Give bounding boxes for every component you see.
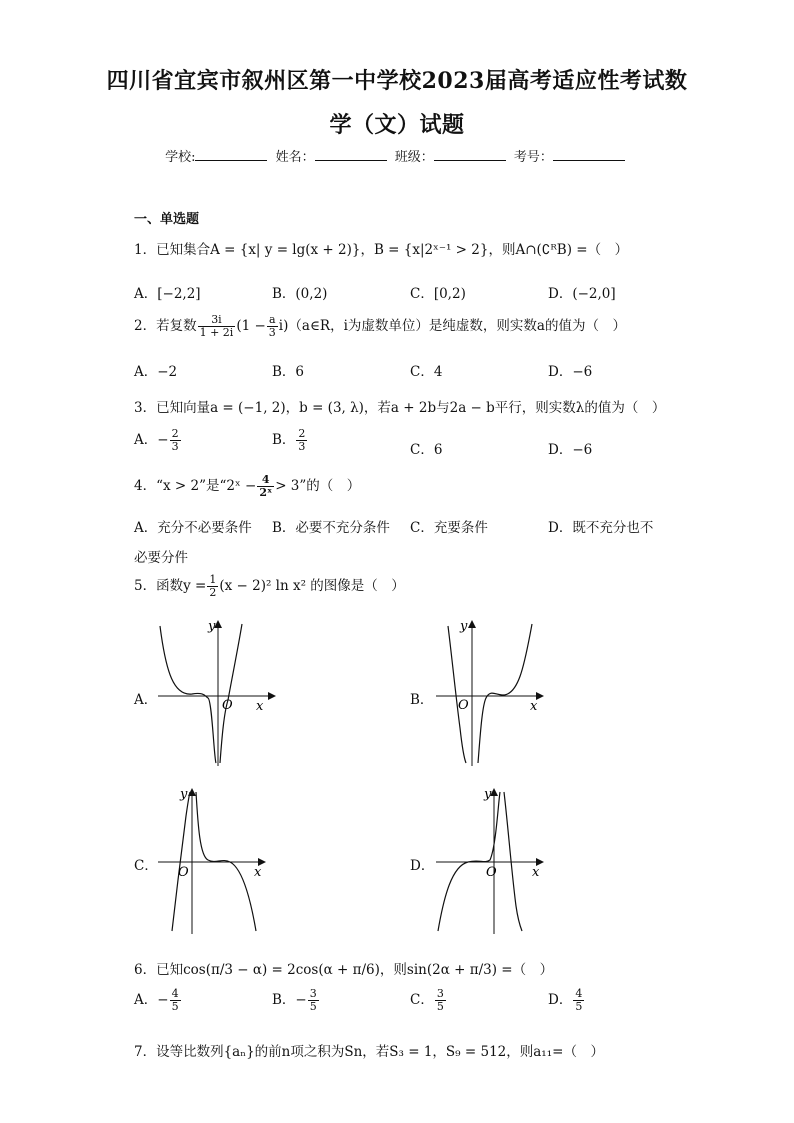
- q3-option-d[interactable]: D．−6: [548, 442, 593, 458]
- q5-frac-num: 1: [209, 573, 217, 586]
- q5-option-c-label[interactable]: C．: [134, 858, 158, 874]
- q4-suffix: > 3”的（ ）: [275, 478, 361, 494]
- q5-graph-a[interactable]: [150, 618, 280, 768]
- q6-opt-a-num: 4: [171, 987, 179, 1000]
- graph-c-x-label: x: [254, 865, 262, 880]
- q3-opt-a-den: 3: [171, 440, 179, 453]
- graph-d-y-label: y: [484, 787, 492, 802]
- number-label: 考号：: [513, 150, 553, 165]
- question-5-stem: [134, 574, 405, 599]
- q6-option-b[interactable]: [272, 988, 320, 1013]
- q3-opt-b-prefix: B．: [272, 432, 296, 448]
- question-4-stem: [134, 474, 360, 499]
- graph-d-x-label: x: [532, 865, 540, 880]
- q2-suffix: （a∈R，i为虚数单位）是纯虚数，则实数a的值为（ ）: [288, 318, 626, 334]
- graph-a-curve-right: [220, 624, 242, 763]
- graph-a-x-arrow: [268, 692, 276, 700]
- q6-option-a[interactable]: [134, 988, 182, 1013]
- question-2-stem: [134, 314, 626, 339]
- q4-frac-num: 4: [257, 474, 274, 487]
- q5-option-d-label[interactable]: D．: [410, 858, 435, 874]
- q6-option-c[interactable]: [410, 988, 447, 1013]
- q2-frac1-num: 3i: [198, 314, 236, 327]
- graph-b-curve-right: [478, 624, 532, 763]
- question-7-stem: 7．设等比数列{aₙ}的前n项之积为Sn，若S₃ = 1，S₉ = 512，则a₁₁=（ ）: [134, 1044, 604, 1060]
- q3-option-a[interactable]: [134, 428, 182, 453]
- graph-d-origin-label: O: [486, 865, 497, 880]
- q6-opt-c-prefix: C．: [410, 992, 434, 1008]
- q5-frac-den: 2: [209, 586, 217, 599]
- q5-graph-c[interactable]: [150, 786, 280, 936]
- q3-option-c[interactable]: C．6: [410, 442, 443, 458]
- q5-graph-b[interactable]: [428, 618, 558, 768]
- q3-opt-a-num: 2: [171, 427, 179, 440]
- graph-a-curve-left: [160, 626, 216, 763]
- question-6-stem: 6．已知cos(π/3 − α) = 2cos(α + π/6)，则sin(2α + π/3) =（ ）: [134, 962, 554, 978]
- graph-b-y-arrow: [468, 620, 476, 628]
- q3-opt-b-fraction: [296, 428, 307, 453]
- graph-b-curve-left: [448, 626, 466, 763]
- question-1-stem: 1．已知集合A = {x| y = lg(x + 2)}，B = {x|2ˣ⁻¹ > 2}，则A∩(∁ᴿB) =（ ）: [134, 242, 629, 258]
- q6-opt-d-fraction: [573, 988, 584, 1013]
- q4-option-c[interactable]: C．充要条件: [410, 520, 488, 536]
- q3-opt-a-prefix: A．−: [134, 432, 169, 448]
- q1-option-d[interactable]: D．(−2,0]: [548, 286, 616, 302]
- q2-frac2-num: a: [267, 314, 278, 327]
- q6-opt-d-num: 4: [575, 987, 583, 1000]
- q5-prefix: 5．函数y =: [134, 578, 207, 594]
- q6-opt-a-fraction: [170, 988, 181, 1013]
- q6-opt-b-prefix: B．−: [272, 992, 307, 1008]
- q2-paren-close: i): [278, 318, 289, 334]
- name-blank[interactable]: [315, 148, 387, 161]
- school-blank[interactable]: [195, 148, 267, 161]
- graph-b-y-label: y: [460, 619, 468, 634]
- graph-c-origin-label: O: [178, 865, 189, 880]
- q2-option-a[interactable]: A．−2: [134, 364, 178, 380]
- exam-title-line1: 四川省宜宾市叙州区第一中学校2023届高考适应性考试数: [106, 68, 688, 94]
- q6-opt-a-den: 5: [171, 1000, 179, 1013]
- q5-suffix: (x − 2)² ln x² 的图像是（ ）: [219, 578, 405, 594]
- graph-a-origin-label: O: [222, 698, 233, 713]
- graph-c-y-label: y: [180, 787, 188, 802]
- q3-opt-b-num: 2: [298, 427, 306, 440]
- q6-option-d[interactable]: [548, 988, 585, 1013]
- number-blank[interactable]: [553, 148, 625, 161]
- q2-fraction-2: [267, 314, 278, 339]
- class-blank[interactable]: [434, 148, 506, 161]
- exam-title-line2: 学（文）试题: [329, 112, 465, 138]
- q1-option-a[interactable]: A．[−2,2]: [134, 286, 201, 302]
- q3-opt-a-fraction: [170, 428, 181, 453]
- q2-fraction-1: [198, 314, 236, 339]
- q4-frac-den: 2ˣ: [259, 486, 273, 499]
- q4-option-d-continuation: 必要分件: [134, 550, 188, 566]
- q4-option-a[interactable]: A．充分不必要条件: [134, 520, 252, 536]
- question-3-stem: 3．已知向量a = (−1, 2)，b = (3, λ)，若a + 2b与2a − b平行，则实数λ的值为（ ）: [134, 400, 666, 416]
- q5-fraction: [207, 574, 218, 599]
- q4-prefix: 4．“x > 2”是“2ˣ −: [134, 478, 257, 494]
- q6-opt-c-den: 5: [436, 1000, 444, 1013]
- q4-fraction: [257, 474, 274, 499]
- q5-graph-d[interactable]: [428, 786, 558, 936]
- q6-opt-b-num: 3: [309, 987, 317, 1000]
- student-info-row: [0, 146, 794, 165]
- q2-option-d[interactable]: D．−6: [548, 364, 593, 380]
- q6-opt-b-fraction: [308, 988, 319, 1013]
- q5-option-b-label[interactable]: B．: [410, 692, 434, 708]
- q1-option-c[interactable]: C．[0,2): [410, 286, 466, 302]
- q2-frac2-den: 3: [268, 326, 276, 339]
- q4-option-b[interactable]: B．必要不充分条件: [272, 520, 390, 536]
- q6-opt-d-den: 5: [575, 1000, 583, 1013]
- q6-opt-c-num: 3: [436, 987, 444, 1000]
- q2-prefix: 2．若复数: [134, 318, 197, 334]
- section-title: 一、单选题: [134, 212, 200, 227]
- q2-option-c[interactable]: C．4: [410, 364, 443, 380]
- q5-option-a-label[interactable]: A．: [134, 692, 158, 708]
- class-label: 班级：: [394, 150, 434, 165]
- q6-opt-a-prefix: A．−: [134, 992, 169, 1008]
- q2-paren-open: (1 −: [236, 318, 266, 334]
- q3-option-b[interactable]: [272, 428, 308, 453]
- school-label: 学校:: [165, 150, 196, 165]
- q4-option-d[interactable]: D．既不充分也不: [548, 520, 654, 536]
- q2-frac1-den: 1 + 2i: [199, 326, 234, 339]
- name-label: 姓名：: [275, 150, 315, 165]
- q3-opt-b-den: 3: [298, 440, 306, 453]
- graph-a-x-label: x: [256, 699, 264, 714]
- q6-opt-d-prefix: D．: [548, 992, 573, 1008]
- q1-option-b[interactable]: B．(0,2): [272, 286, 328, 302]
- graph-a-y-label: y: [208, 619, 216, 634]
- q6-opt-b-den: 5: [309, 1000, 317, 1013]
- graph-b-origin-label: O: [458, 698, 469, 713]
- q2-option-b[interactable]: B．6: [272, 364, 305, 380]
- graph-b-x-label: x: [530, 699, 538, 714]
- q6-opt-c-fraction: [435, 988, 446, 1013]
